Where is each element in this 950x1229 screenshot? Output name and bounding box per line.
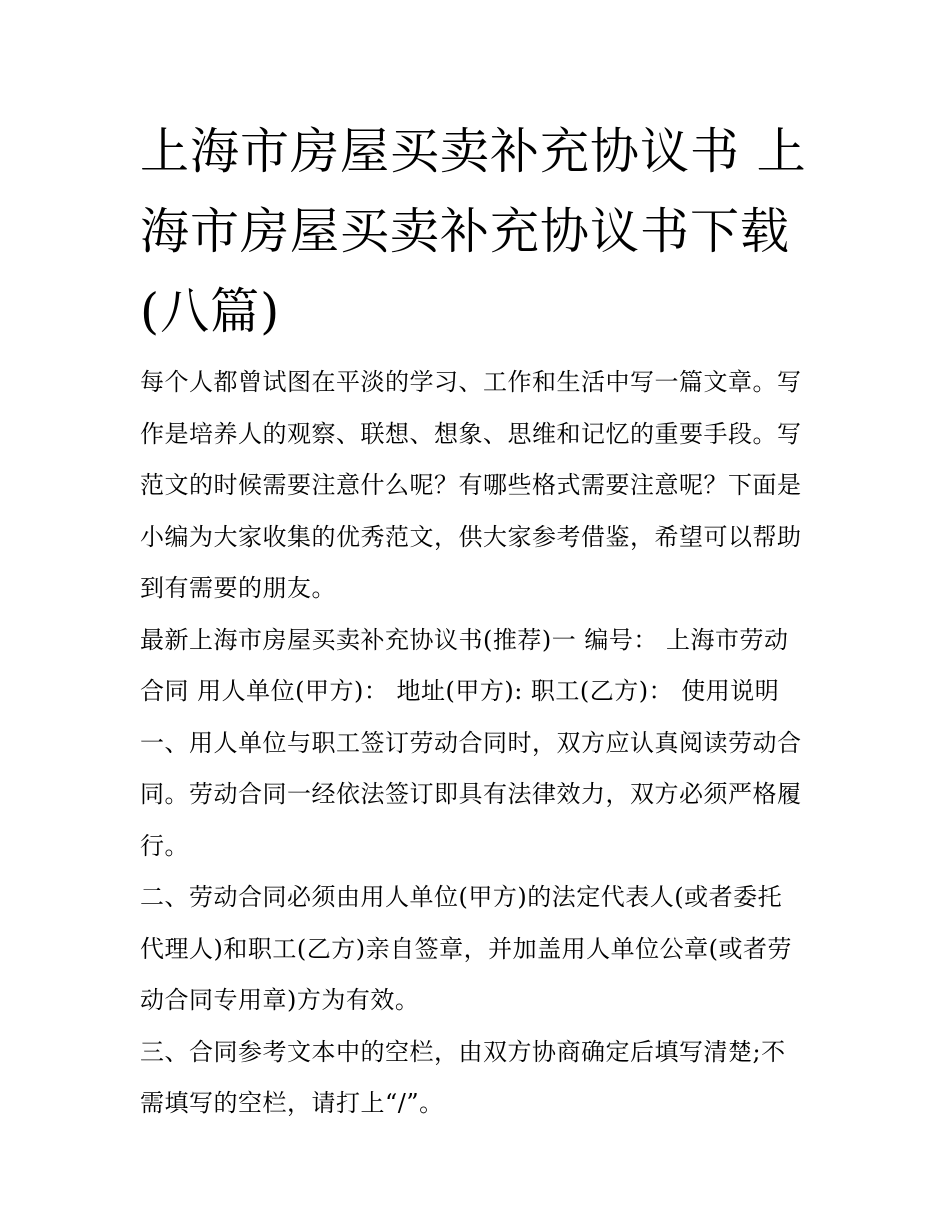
body-line: 一、用人单位与职工签订劳动合同时，双方应认真阅读劳动合 [140, 728, 802, 757]
body-line: 作是培养人的观察、联想、想象、思维和记忆的重要手段。写 [140, 419, 802, 448]
body-line: 同。劳动合同一经依法签订即具有法律效力，双方必须严格履 [140, 780, 802, 808]
body-line: 三、合同参考文本中的空栏，由双方协商确定后填写清楚;不 [140, 1037, 786, 1066]
document-body [140, 357, 830, 1130]
body-line: 合同 用人单位(甲方)： 地址(甲方): 职工(乙方)： 使用说明 [140, 677, 780, 705]
body-line: 到有需要的朋友。 [140, 574, 336, 602]
document-title [140, 112, 820, 352]
body-line: 二、劳动合同必须由用人单位(甲方)的法定代表人(或者委托 [140, 883, 783, 911]
body-line: 代理人)和职工(乙方)亲自签章，并加盖用人单位公章(或者劳 [140, 934, 792, 963]
body-line: 小编为大家收集的优秀范文，供大家参考借鉴，希望可以帮助 [140, 522, 802, 551]
body-line: 行。 [140, 831, 189, 860]
title-line: 海市房屋买卖补充协议书下载 [140, 203, 791, 260]
body-line: 范文的时候需要注意什么呢？有哪些格式需要注意呢？下面是 [140, 471, 802, 499]
title-line: (八篇) [140, 283, 281, 340]
body-line: 最新上海市房屋买卖补充协议书(推荐)一 编号： 上海市劳动 [140, 625, 789, 654]
body-line: 需填写的空栏，请打上“/”。 [140, 1089, 444, 1117]
body-line: 动合同专用章)方为有效。 [140, 986, 420, 1014]
title-line: 上海市房屋买卖补充协议书 上 [140, 123, 807, 180]
body-line: 每个人都曾试图在平淡的学习、工作和生活中写一篇文章。写 [140, 368, 802, 396]
